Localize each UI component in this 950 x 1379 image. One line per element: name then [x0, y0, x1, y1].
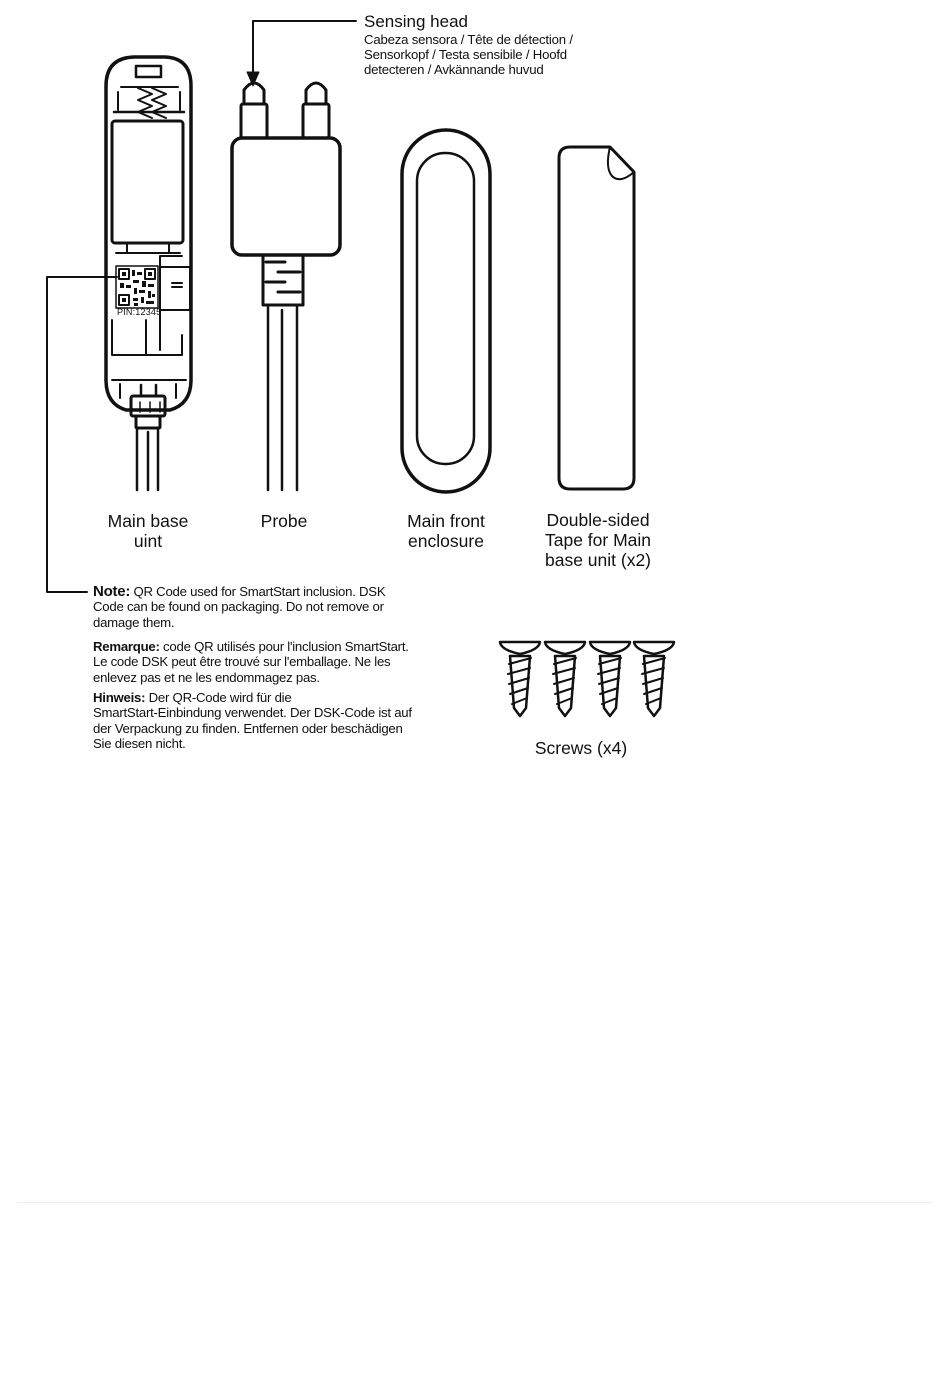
sensing-head-leader — [247, 21, 356, 86]
remarque-label: Remarque: — [93, 639, 160, 654]
qr-pin-text: PIN:12345 — [117, 307, 162, 317]
screw-4 — [634, 642, 674, 716]
screw-2 — [545, 642, 585, 716]
note-german: Hinweis: Der QR-Code wird für die SmartStart-Einbindung verwendet. Der DSK-Code ist auf der Verpackung zu finden. Entfernen oder beschädigen Sie diesen nicht. — [93, 690, 412, 751]
front-enclosure-drawing — [402, 130, 490, 492]
note-english: Note: QR Code used for SmartStart inclusion. DSK Code can be found on packaging. Do not remove or damage them. — [93, 583, 386, 630]
sensing-head-translation-line: Cabeza sensora / Tête de détection / — [364, 32, 573, 47]
hinweis-label: Hinweis: — [93, 690, 146, 705]
note-label: Note: — [93, 583, 131, 600]
probe-drawing — [232, 83, 340, 490]
screw-1 — [500, 642, 540, 716]
label-main-front-enclosure: Main front enclosure — [407, 511, 485, 551]
sensing-head-translation-line: Sensorkopf / Testa sensibile / Hoofd — [364, 47, 567, 62]
label-screws: Screws (x4) — [534, 738, 628, 758]
page-divider — [18, 1202, 932, 1203]
tape-drawing — [559, 147, 634, 489]
label-probe: Probe — [260, 511, 308, 531]
screws-drawing — [500, 642, 674, 716]
label-double-sided-tape: Double-sided Tape for Main base unit (x2) — [544, 510, 652, 570]
sensing-head-title: Sensing head — [364, 12, 468, 31]
screw-3 — [590, 642, 630, 716]
main-base-unit-drawing — [106, 57, 191, 490]
label-main-base-unit: Main base uint — [107, 511, 189, 551]
note-french: Remarque: code QR utilisés pour l'inclusion SmartStart. Le code DSK peut être trouvé sur l'emballage. Ne les enlevez pas et ne les endommagez pas. — [93, 639, 409, 685]
sensing-head-translation-line: detecteren / Avkännande huvud — [364, 62, 544, 77]
